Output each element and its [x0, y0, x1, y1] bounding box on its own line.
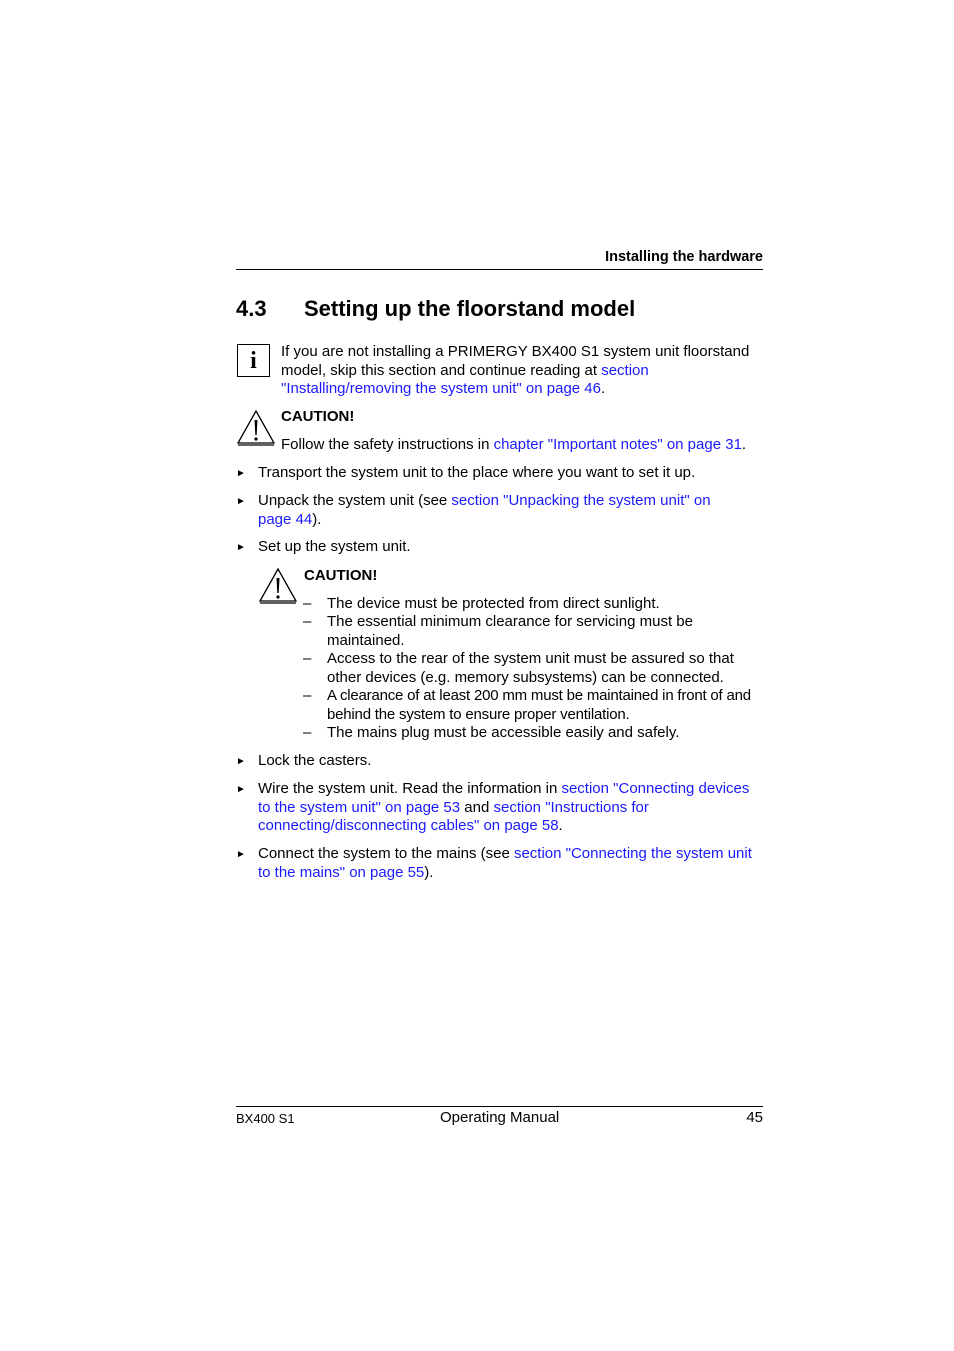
info-note-link[interactable]: section "Installing/removing the system unit" on page 46: [281, 361, 649, 397]
header-rule: [236, 269, 763, 270]
caution-item: The device must be protected from direct sunlight.: [327, 595, 660, 612]
dash-marker: –: [303, 595, 312, 612]
dash-marker: –: [303, 613, 312, 630]
footer-rule: [236, 1106, 763, 1107]
caution-item: The mains plug must be accessible easily and safely.: [327, 724, 680, 741]
step-wire-link-cables[interactable]: section "Instructions for connecting/disconnecting cables" on page 58: [258, 798, 649, 834]
step-wire-and: and: [460, 798, 494, 816]
step-unpack-end: ).: [312, 510, 322, 528]
section-number: 4.3: [236, 296, 267, 321]
step-wire: [258, 780, 763, 836]
dash-marker: –: [303, 650, 312, 667]
footer-document-title: Operating Manual: [440, 1109, 560, 1126]
step-transport: Transport the system unit to the place where you want to set it up.: [258, 464, 696, 481]
step-wire-text: Wire the system unit. Read the information in: [258, 780, 562, 797]
step-unpack: [258, 492, 728, 529]
caution-text: [281, 436, 761, 455]
step-unpack-text: Unpack the system unit (see: [258, 492, 452, 509]
caution-label: CAUTION!: [304, 567, 378, 584]
running-header: Installing the hardware: [605, 249, 763, 265]
caution-item: Access to the rear of the system unit must be assured so that other devices (e.g. memory subsystems) can be connected.: [327, 650, 734, 686]
info-icon: [237, 344, 270, 377]
bullet-marker: ►: [236, 756, 246, 767]
step-mains-link[interactable]: section "Connecting the system unit to the mains" on page 55: [258, 845, 752, 881]
step-lock-casters: Lock the casters.: [258, 752, 372, 769]
step-mains-text: Connect the system to the mains (see: [258, 845, 514, 862]
bullet-marker: ►: [236, 784, 246, 795]
step-mains-end: ).: [424, 863, 434, 881]
warning-icon: [258, 567, 298, 605]
info-icon-glyph: i: [250, 348, 257, 374]
step-wire-link-devices[interactable]: section "Connecting devices to the system unit" on page 53: [258, 780, 750, 816]
step-mains: [258, 845, 763, 882]
section-title: Setting up the floorstand model: [304, 296, 636, 321]
caution-item: The essential minimum clearance for servicing must be maintained.: [327, 613, 693, 649]
info-note-end: .: [601, 380, 606, 397]
info-note-text: If you are not installing a PRIMERGY BX400 S1 system unit floorstand model, skip this section and continue reading at: [281, 343, 750, 379]
caution-link[interactable]: chapter "Important notes" on page 31: [493, 436, 742, 453]
dash-marker: –: [303, 687, 312, 704]
info-note: [281, 343, 761, 399]
warning-icon: [236, 409, 276, 447]
caution-label: CAUTION!: [281, 408, 355, 425]
dash-marker: –: [303, 724, 312, 741]
bullet-marker: ►: [236, 496, 246, 507]
bullet-marker: ►: [236, 542, 246, 553]
page-number: 45: [746, 1109, 763, 1126]
step-wire-end: .: [558, 817, 563, 834]
bullet-marker: ►: [236, 849, 246, 860]
bullet-marker: ►: [236, 468, 246, 479]
footer-product: BX400 S1: [236, 1111, 295, 1126]
step-unpack-link[interactable]: section "Unpacking the system unit" on page 44: [258, 492, 711, 528]
caution-item: A clearance of at least 200 mm must be maintained in front of and behind the system to ensure proper ventilation.: [327, 687, 751, 723]
caution-text-start: Follow the safety instructions in: [281, 436, 494, 453]
step-setup: Set up the system unit.: [258, 538, 411, 555]
caution-text-end: .: [741, 436, 747, 453]
